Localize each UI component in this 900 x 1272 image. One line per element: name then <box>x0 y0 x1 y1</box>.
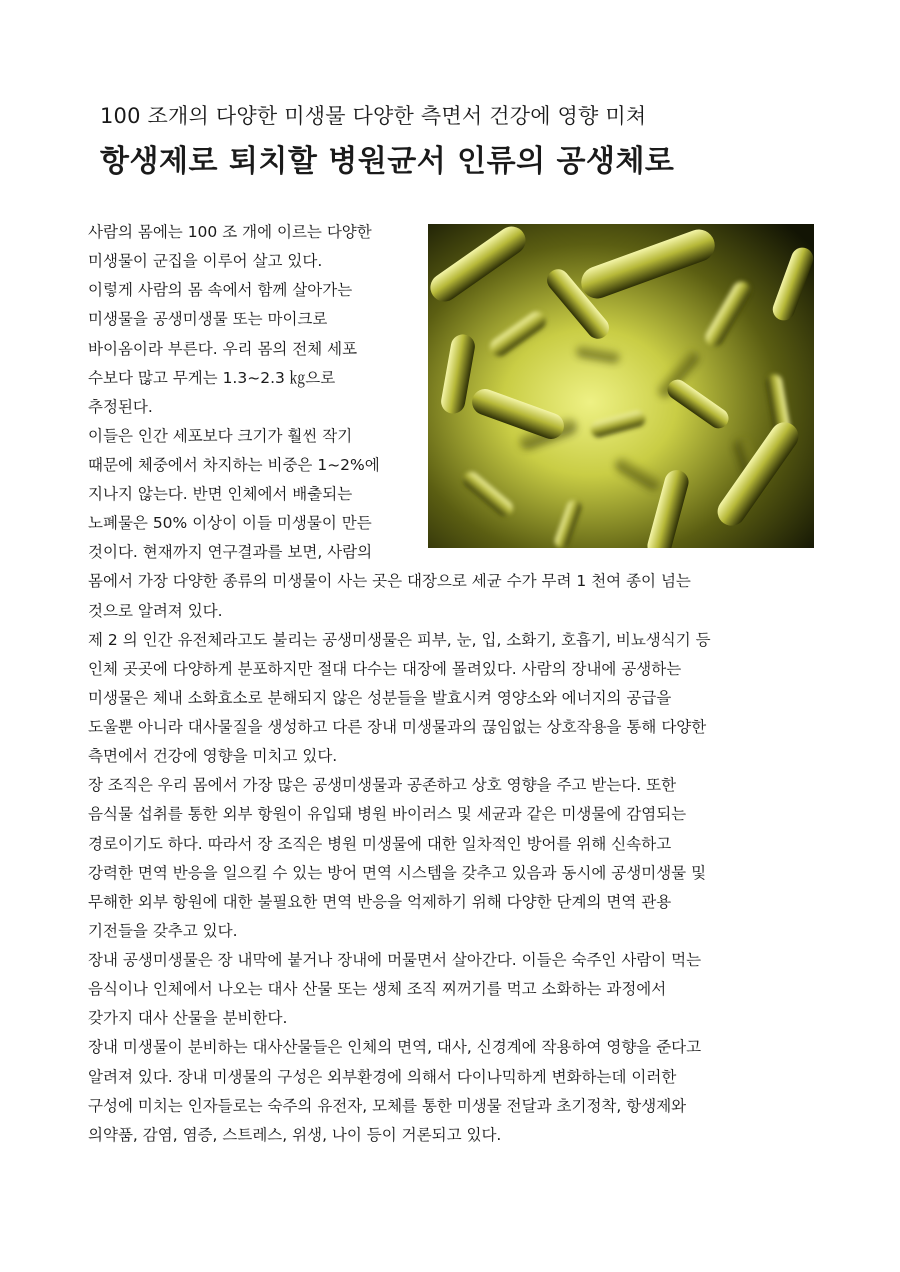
body-text-line: 미생물이 군집을 이루어 살고 있다. <box>88 252 323 271</box>
body-text-line: 갖가지 대사 산물을 분비한다. <box>88 1009 288 1028</box>
body-text-line: 측면에서 건강에 영향을 미치고 있다. <box>88 747 338 766</box>
body-text-line: 알려져 있다. 장내 미생물의 구성은 외부환경에 의해서 다이나믹하게 변화하는데 이러한 <box>88 1067 677 1086</box>
body-text-line: 도울뿐 아니라 대사물질을 생성하고 다른 장내 미생물과의 끊임없는 상호작용을 통해 다양한 <box>88 718 707 736</box>
body-text-line: 기전들을 갖추고 있다. <box>88 921 238 940</box>
body-text-line: 강력한 면역 반응을 일으킬 수 있는 방어 면역 시스템을 갖추고 있음과 동시에 공생미생물 및 <box>88 863 707 882</box>
body-text-line: 추정된다. <box>88 397 153 416</box>
body-text-line: 몸에서 가장 다양한 종류의 미생물이 사는 곳은 대장으로 세균 수가 무려 1 천여 종이 넘는 <box>88 572 691 591</box>
body-text-line: 장내 미생물이 분비하는 대사산물들은 인체의 면역, 대사, 신경계에 작용하여 영향을 준다고 <box>88 1038 702 1057</box>
article-subtitle: 100 조개의 다양한 미생물 다양한 측면서 건강에 영향 미쳐 <box>100 104 647 128</box>
body-text-line: 인체 곳곳에 다양하게 분포하지만 절대 다수는 대장에 몰려있다. 사람의 장내에 공생하는 <box>88 659 682 678</box>
body-text-line: 음식이나 인체에서 나오는 대사 산물 또는 생체 조직 찌꺼기를 먹고 소화하는 과정에서 <box>88 980 667 999</box>
body-text-line: 미생물을 공생미생물 또는 마이크로 <box>88 310 328 329</box>
body-text-line: 노폐물은 50% 이상이 이들 미생물이 만든 <box>88 514 372 533</box>
bacteria-image <box>428 224 814 548</box>
body-text-line: 사람의 몸에는 100 조 개에 이르는 다양한 <box>88 223 372 241</box>
body-text-line: 때문에 체중에서 차지하는 비중은 1~2%에 <box>88 456 380 474</box>
body-text-line: 의약품, 감염, 염증, 스트레스, 위생, 나이 등이 거론되고 있다. <box>88 1125 502 1144</box>
body-text-line: 구성에 미치는 인자들로는 숙주의 유전자, 모체를 통한 미생물 전달과 초기정착, 항생제와 <box>88 1096 687 1115</box>
body-text-line: 무해한 외부 항원에 대한 불필요한 면역 반응을 억제하기 위해 다양한 단계의 면역 관용 <box>88 892 672 911</box>
body-text-line: 이렇게 사람의 몸 속에서 함께 살아가는 <box>88 281 353 300</box>
body-text-line: 것으로 알려져 있다. <box>88 601 223 620</box>
body-text-line: 것이다. 현재까지 연구결과를 보면, 사람의 <box>88 543 373 562</box>
article-title: 항생제로 퇴치할 병원균서 인류의 공생체로 <box>100 144 675 179</box>
body-text-line: 지나지 않는다. 반면 인체에서 배출되는 <box>88 485 353 504</box>
body-text-line: 미생물은 체내 소화효소로 분해되지 않은 성분들을 발효시켜 영양소와 에너지의 공급을 <box>88 688 672 707</box>
body-text-line: 장내 공생미생물은 장 내막에 붙거나 장내에 머물면서 살아간다. 이들은 숙주인 사람이 먹는 <box>88 951 702 969</box>
body-text-line: 음식물 섭취를 통한 외부 항원이 유입돼 병원 바이러스 및 세균과 같은 미생물에 감염되는 <box>88 805 687 824</box>
body-text-line: 장 조직은 우리 몸에서 가장 많은 공생미생물과 공존하고 상호 영향을 주고 받는다. 또한 <box>88 776 677 795</box>
body-text-line: 제 2 의 인간 유전체라고도 불리는 공생미생물은 피부, 눈, 입, 소화기, 호흡기, 비뇨생식기 등 <box>88 630 711 649</box>
body-text-line: 이들은 인간 세포보다 크기가 훨씬 작기 <box>88 426 353 445</box>
body-text-line: 경로이기도 하다. 따라서 장 조직은 병원 미생물에 대한 일차적인 방어를 위해 신속하고 <box>88 834 672 853</box>
body-text-line: 수보다 많고 무게는 1.3~2.3 ㎏으로 <box>88 368 336 387</box>
body-text-line: 바이옴이라 부른다. 우리 몸의 전체 세포 <box>88 339 358 358</box>
